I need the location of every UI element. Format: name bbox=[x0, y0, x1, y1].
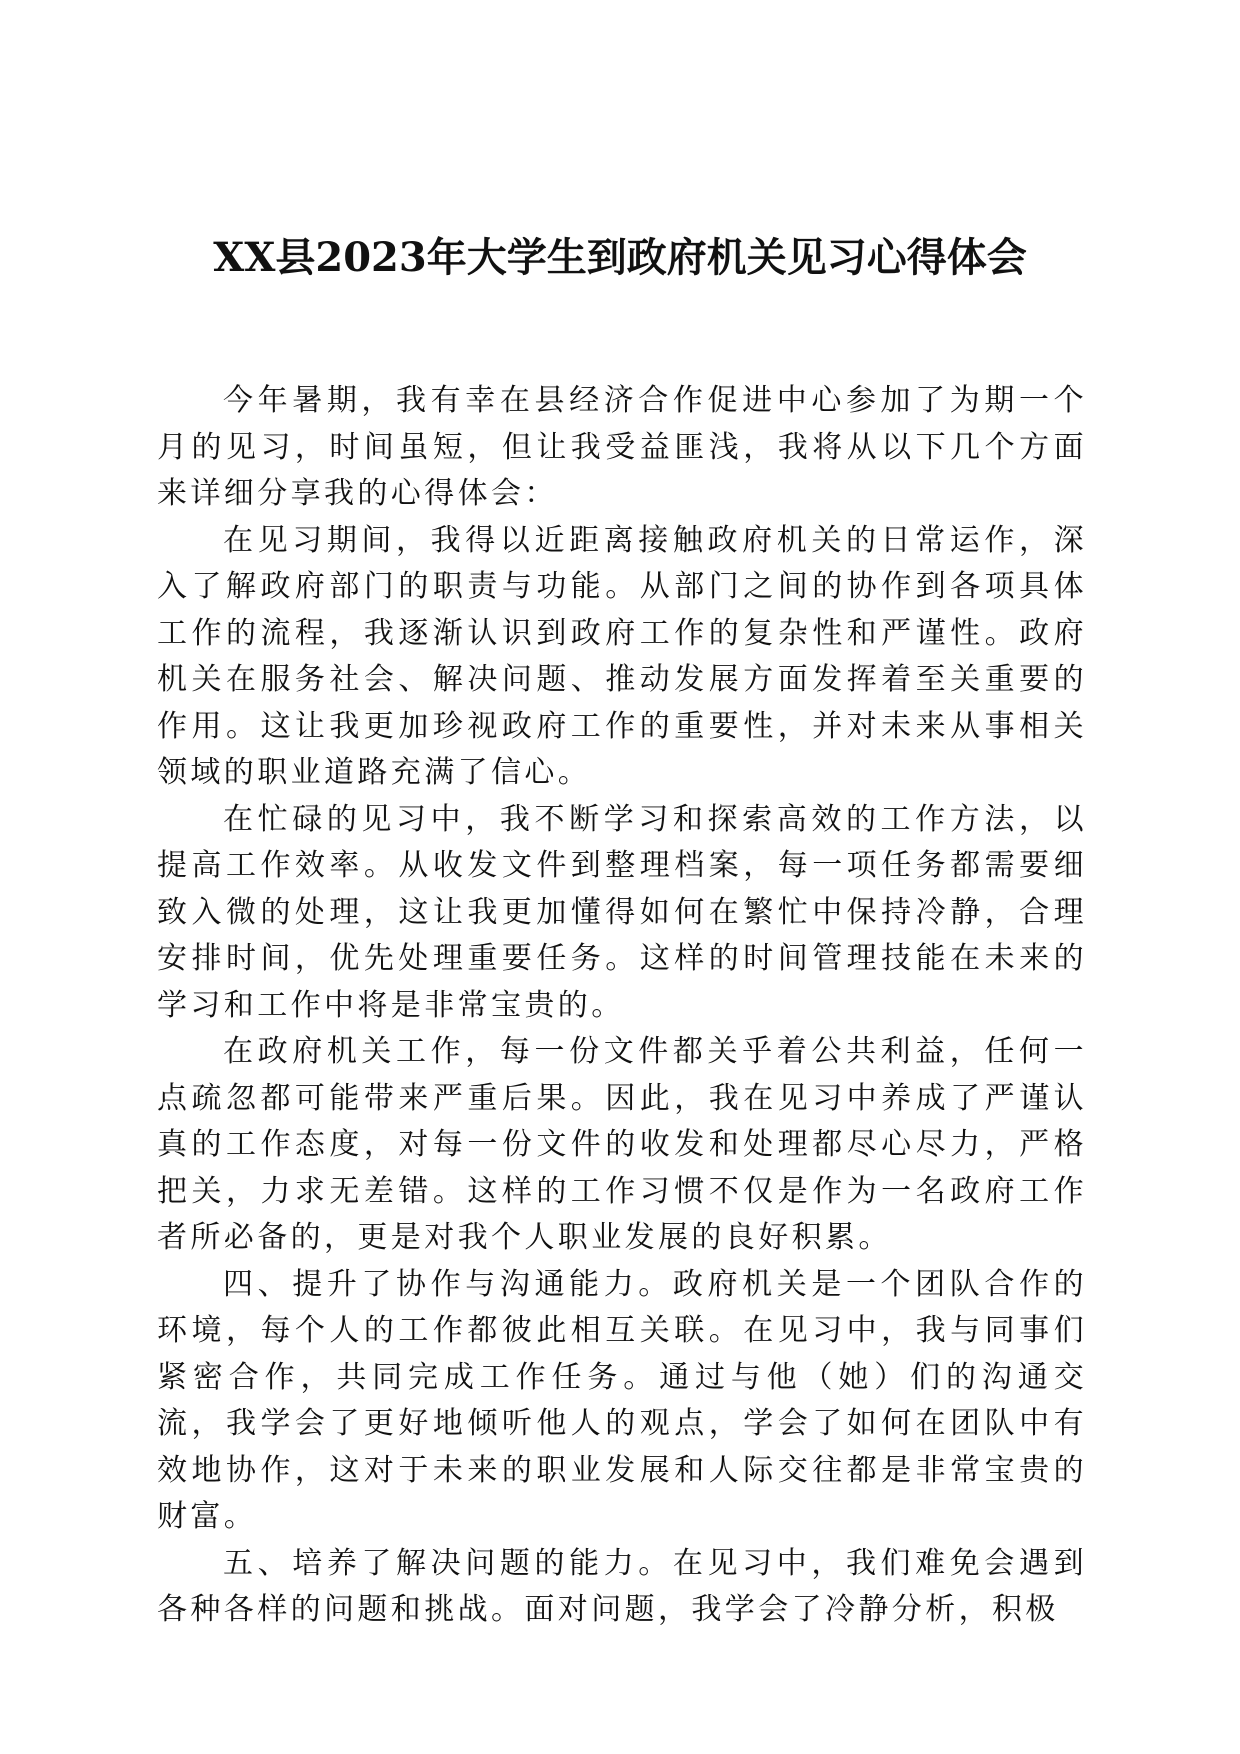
paragraph-intro: 今年暑期，我有幸在县经济合作促进中心参加了为期一个月的见习，时间虽短，但让我受益匪浅，我将从以下几个方面来详细分享我的心得体会： bbox=[157, 383, 1087, 511]
paragraph-problem-solving: 五、培养了解决问题的能力。在见习中，我们难免会遇到各种各样的问题和挑战。面对问题，我学会了冷静分析，积极 bbox=[157, 1545, 1087, 1627]
paragraph-work-efficiency: 在忙碌的见习中，我不断学习和探索高效的工作方法，以提高工作效率。从收发文件到整理档案，每一项任务都需要细致入微的处理，这让我更加懂得如何在繁忙中保持冷静，合理安排时间，优先处理重要任务。这样的时间管理技能在未来的学习和工作中将是非常宝贵的。 bbox=[157, 801, 1087, 1023]
document-title: XX县2023年大学生到政府机关见习心得体会 bbox=[213, 234, 1027, 281]
paragraph-collaboration: 四、提升了协作与沟通能力。政府机关是一个团队合作的环境，每个人的工作都彼此相互关联。在见习中，我与同事们紧密合作，共同完成工作任务。通过与他（她）们的沟通交流，我学会了更好地倾听他人的观点，学会了如何在团队中有效地协作，这对于未来的职业发展和人际交往都是非常宝贵的财富。 bbox=[157, 1266, 1087, 1534]
paragraph-government-operations: 在见习期间，我得以近距离接触政府机关的日常运作，深入了解政府部门的职责与功能。从部门之间的协作到各项具体工作的流程，我逐渐认识到政府工作的复杂性和严谨性。政府机关在服务社会、解决问题、推动发展方面发挥着至关重要的作用。这让我更加珍视政府工作的重要性，并对未来从事相关领域的职业道路充满了信心。 bbox=[157, 522, 1087, 790]
paragraph-rigorous-attitude: 在政府机关工作，每一份文件都关乎着公共利益，任何一点疏忽都可能带来严重后果。因此，我在见习中养成了严谨认真的工作态度，对每一份文件的收发和处理都尽心尽力，严格把关，力求无差错。这样的工作习惯不仅是作为一名政府工作者所必备的，更是对我个人职业发展的良好积累。 bbox=[157, 1034, 1087, 1255]
document-body bbox=[157, 378, 1087, 1634]
